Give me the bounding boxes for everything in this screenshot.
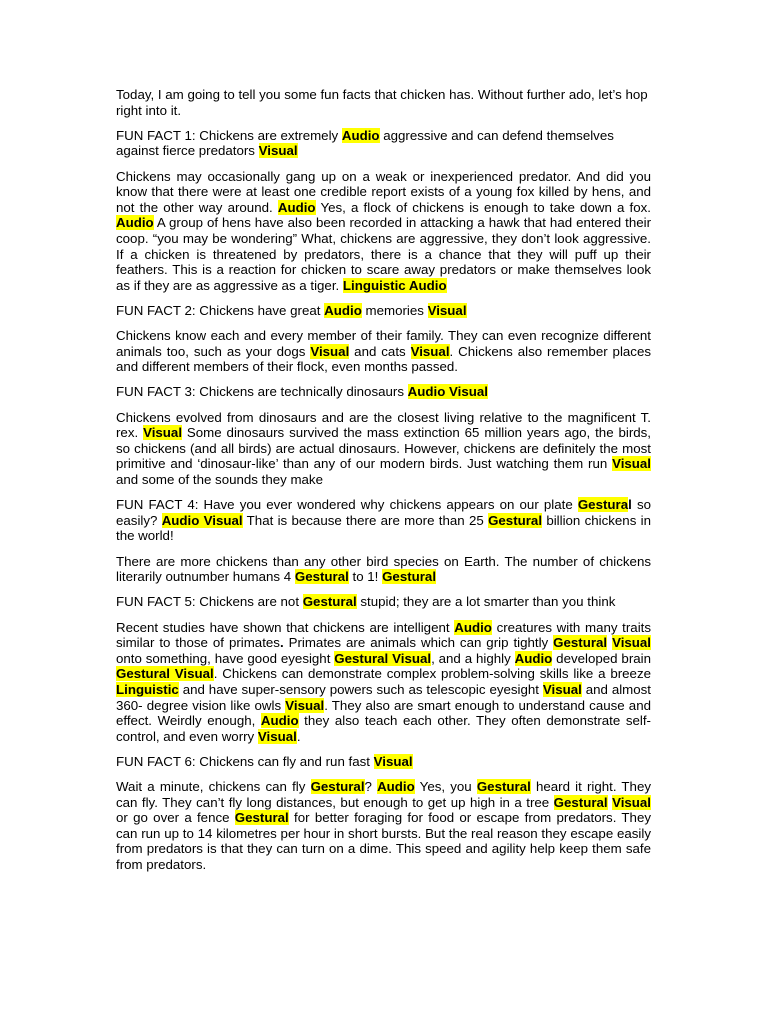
text-run: . xyxy=(296,728,301,744)
text-run: memories xyxy=(361,302,428,318)
highlighted-tag: Gestural xyxy=(302,594,357,610)
text-run: , and a highly xyxy=(431,650,515,666)
document-body xyxy=(116,87,651,882)
text-run: and some of the sounds they make xyxy=(116,472,323,488)
highlighted-tag: Visual xyxy=(612,456,651,472)
text-run: billion chickens in the world! xyxy=(116,512,652,544)
fun-fact-6-heading xyxy=(116,754,651,770)
text-run: and have super-sensory powers such as telescopic eyesight xyxy=(178,681,543,697)
text-run: FUN FACT 1: Chickens are extremely xyxy=(116,127,342,143)
fun-fact-1-body xyxy=(116,169,651,294)
text-run: There are more chickens than any other bird species on Earth. The number of chickens literarily outnumber humans 4 xyxy=(116,553,651,585)
text-run: developed brain xyxy=(552,650,652,666)
fun-fact-3-heading xyxy=(116,384,651,400)
text-run: and almost 360- degree vision like owls xyxy=(116,681,651,713)
text-run: or go over a fence xyxy=(116,810,235,826)
highlighted-tag: Gestural xyxy=(553,794,608,810)
fun-fact-2-body xyxy=(116,328,651,375)
bold-text: . xyxy=(279,635,284,651)
fun-fact-3-body xyxy=(116,410,651,488)
text-run: so easily? xyxy=(116,497,651,528)
highlighted-tag: Audio xyxy=(341,127,380,143)
highlighted-tag: Visual xyxy=(285,697,325,713)
bold-text: l xyxy=(628,497,632,513)
highlighted-tag: Linguistic xyxy=(116,681,179,697)
text-run: Yes, you xyxy=(414,779,477,795)
highlighted-tag: Visual xyxy=(427,302,467,318)
text-run: Recent studies have shown that chickens are intelligent xyxy=(116,619,455,635)
text-run: That is because there are more than 25 xyxy=(242,512,489,528)
text-run: for better foraging for food or escape from predators. They can run up to 14 kilometres per hour in short bursts. But the real reason they escape easily from predators is that they can turn on a dime. This speed and agility help keep them safe from predators. xyxy=(116,810,651,873)
text-run: FUN FACT 6: Chickens can fly and run fast xyxy=(116,753,374,769)
text-run: and cats xyxy=(349,343,411,359)
highlighted-tag: Gestural xyxy=(382,569,437,585)
text-run: . Chickens also remember places and different members of their flock, even months passed. xyxy=(116,343,651,375)
text-run: . Chickens can demonstrate complex problem-solving skills like a breeze xyxy=(213,666,651,682)
highlighted-tag: Gestural xyxy=(234,810,289,826)
text-run: Wait a minute, chickens can fly xyxy=(116,779,311,795)
highlighted-tag: Visual xyxy=(612,794,651,810)
fun-fact-4-body xyxy=(116,497,651,544)
highlighted-tag: Audio xyxy=(324,302,362,318)
highlighted-tag: Audio Visual xyxy=(161,512,243,528)
text-run: onto something, have good eyesight xyxy=(116,650,335,666)
highlighted-tag: Gestural xyxy=(476,779,531,795)
text-run: aggressive and can defend themselves against fierce predators xyxy=(116,127,614,159)
text-run: Today, I am going to tell you some fun facts that chicken has. Without further ado, let’s hop right into it. xyxy=(116,87,648,118)
text-run: Chickens evolved from dinosaurs and are the closest living relative to the magnificent T. rex. xyxy=(116,409,651,441)
highlighted-tag: Visual xyxy=(310,343,350,359)
highlighted-tag: Gestural xyxy=(553,635,608,651)
fun-fact-6-body xyxy=(116,779,651,873)
highlighted-tag: Visual xyxy=(410,343,450,359)
text-run: Chickens may occasionally gang up on a weak or inexperienced predator. And did you know that there were at least one credible report exists of a young fox killed by hens, and not the other way around. xyxy=(116,168,651,215)
text-run: FUN FACT 5: Chickens are not xyxy=(116,594,303,610)
highlighted-tag: Visual xyxy=(542,681,582,697)
highlighted-tag: Visual xyxy=(143,425,183,441)
highlighted-tag: Audio xyxy=(260,713,299,729)
highlighted-tag: Gestural xyxy=(294,569,349,585)
highlighted-tag: Gestura xyxy=(577,497,629,513)
highlighted-tag: Visual xyxy=(258,143,298,159)
highlighted-tag: Audio xyxy=(454,619,492,635)
text-run: Chickens know each and every member of their family. They can even recognize different animals too, such as your dogs xyxy=(116,328,651,359)
highlighted-tag: Gestural Visual xyxy=(334,650,432,666)
fun-fact-5-heading xyxy=(116,594,651,610)
text-run: A group of hens have also been recorded in attacking a hawk that had entered their coop. “you may be wondering” What, chickens are aggressive, they don’t look aggressive. If a chicken is threatened by predators, there is a chance that they will puff up their feathers. This is a reaction for chicken to scare away predators or make themselves look as if they are as aggressive as a tiger. xyxy=(116,215,651,293)
highlighted-tag: Audio Visual xyxy=(407,384,488,400)
text-run: heard it right. They can fly. They can’t fly long distances, but enough to get up high in a tree xyxy=(116,779,651,810)
fun-fact-5-body xyxy=(116,620,651,745)
fun-fact-1-heading xyxy=(116,128,651,159)
text-run: creatures with many traits similar to those of primates xyxy=(116,619,651,651)
fun-fact-2-heading xyxy=(116,303,651,319)
text-run: . They also are smart enough to understand cause and effect. Weirdly enough, xyxy=(116,697,651,729)
text-run: FUN FACT 2: Chickens have great xyxy=(116,302,325,318)
highlighted-tag: Audio xyxy=(514,650,553,666)
text-run: Some dinosaurs survived the mass extinction 65 million years ago, the birds, so chickens (and all birds) are actual dinosaurs. However, chickens are definitely the most primitive and ‘dinosaur-like’ than any of our modern birds. Just watching them run xyxy=(116,425,651,472)
highlighted-tag: Linguistic Audio xyxy=(342,277,447,293)
highlighted-tag: Gestural Visual xyxy=(116,666,214,682)
intro-paragraph xyxy=(116,87,651,118)
highlighted-tag: Audio xyxy=(277,199,316,215)
text-run: Primates are animals which can grip tightly xyxy=(283,635,554,651)
text-run: FUN FACT 4: Have you ever wondered why chickens appears on our plate xyxy=(116,497,578,513)
text-run: they also teach each other. They often demonstrate self-control, and even worry xyxy=(116,713,651,744)
highlighted-tag: Audio xyxy=(377,779,415,795)
highlighted-tag: Gestural xyxy=(488,512,543,528)
text-run: stupid; they are a lot smarter than you think xyxy=(356,594,616,610)
highlighted-tag: Visual xyxy=(612,635,651,651)
text-run: to 1! xyxy=(348,569,383,585)
highlighted-tag: Visual xyxy=(257,728,297,744)
highlighted-tag: Gestural xyxy=(310,779,365,795)
text-run: FUN FACT 3: Chickens are technically dinosaurs xyxy=(116,384,408,400)
text-run: Yes, a flock of chickens is enough to take down a fox. xyxy=(315,199,651,215)
text-run: ? xyxy=(364,779,378,795)
highlighted-tag: Audio xyxy=(116,215,154,231)
highlighted-tag: Visual xyxy=(373,753,413,769)
fun-fact-4-more xyxy=(116,554,651,585)
